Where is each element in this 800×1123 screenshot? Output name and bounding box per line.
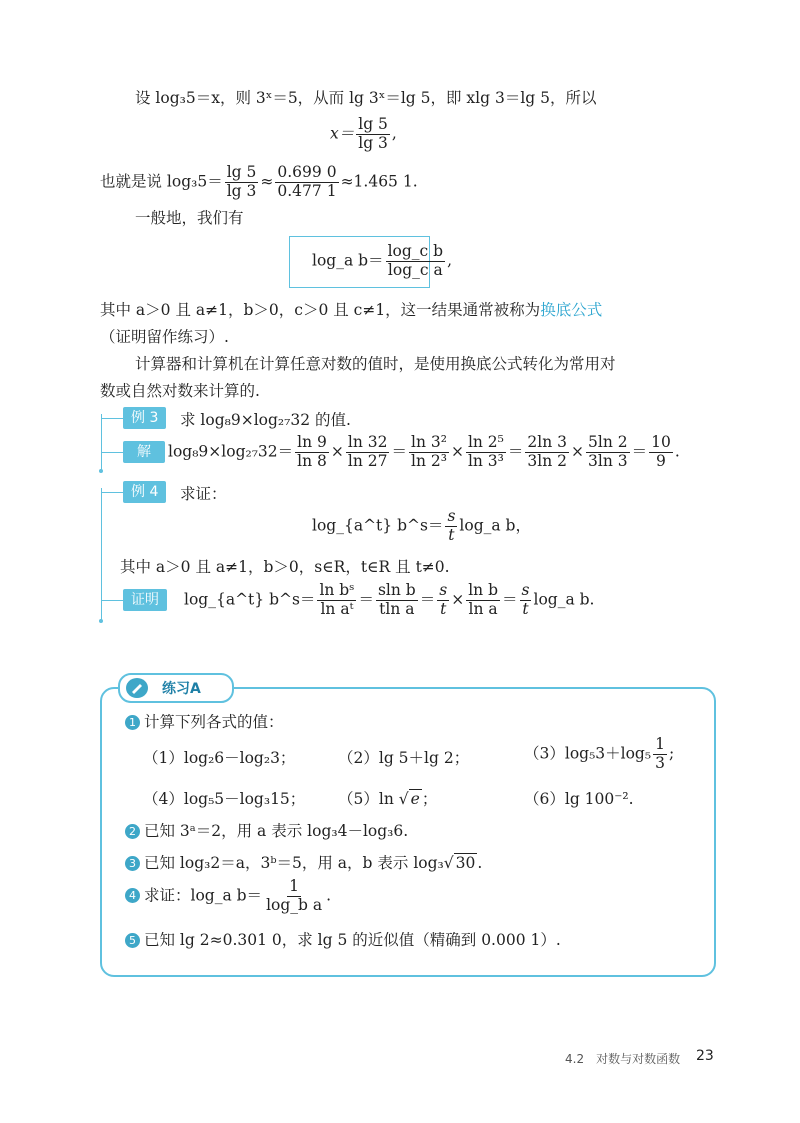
conditions-line2: （证明留作练习）. xyxy=(100,328,229,346)
exercise-q5: 5 已知 lg 2≈0.301 0，求 lg 5 的近似值（精确到 0.000 1）. xyxy=(125,928,561,950)
change-of-base-box xyxy=(289,236,452,288)
example4-prompt: 求证： xyxy=(180,485,227,503)
example3-rule xyxy=(101,414,102,472)
q4-number: 4 xyxy=(125,888,140,903)
example4-tick xyxy=(101,492,123,493)
exercise-title: 练习A xyxy=(162,681,201,697)
q1-item1: （1）log₂6－log₂3； xyxy=(143,749,296,767)
example4-end-dot xyxy=(99,619,103,623)
q1-item3: （3）log₅3＋log₅ $\frac{1}{3}$ ; xyxy=(524,735,675,772)
example4-claim: log_{a^t} b^s＝ $\frac{s}{t}$ log_a b， xyxy=(312,507,531,544)
conditions-line1: 其中 a＞0 且 a≠1，b＞0，c＞0 且 c≠1，这一结果通常被称为换底公式 xyxy=(100,301,603,319)
conditions-line4: 数或自然对数来计算的. xyxy=(100,382,260,400)
example4-rule xyxy=(101,488,102,622)
q1-item6: （6）lg 100⁻². xyxy=(524,790,634,808)
q3-number: 3 xyxy=(125,856,140,871)
term-change-of-base: 换底公式 xyxy=(540,301,603,319)
intro-line4: 一般地，我们有 xyxy=(135,209,244,227)
example3-end-dot xyxy=(99,469,103,473)
q1-item4: （4）log₅5－log₃15； xyxy=(143,790,306,808)
q1-item5: （5）ln √ e ； xyxy=(338,790,438,808)
solution3-tag: 解 xyxy=(123,441,165,463)
pencil-icon xyxy=(125,677,149,699)
proof4-tick xyxy=(101,600,123,601)
solution3-tick xyxy=(101,452,123,453)
exercise-q1: 1 计算下列各式的值： xyxy=(125,710,284,732)
exercise-q4: 4 求证：log_a b＝ $\frac{1}{\text{log\_b a}}$ . xyxy=(125,878,331,915)
example3-solution: log₈9×log₂₇32＝ $\frac{\ln 9}{\ln 8}$ × $\frac{\ln 32}{\ln 27}$ ＝ $\frac{\text{ln 3²}}{\text{ln 2³}}$ × $\frac{\text{ln 2⁵}}{\text{ln 3³}}$ ＝ $\frac{2\ln 3}{3\ln 2}$ × $\frac{5\ln 2}{3\ln 3}$ ＝ $\frac{10}{9}$ . xyxy=(168,433,680,470)
intro-line3: 也就是说 log₃5＝ $\frac{\lg 5}{\lg 3}$ ≈ $\frac{0.699 0}{0.477 1}$ ≈1.465 1. xyxy=(100,163,418,200)
intro-line1: 设 log₃5＝x，则 3ˣ＝5，从而 lg 3ˣ＝lg 5，即 xlg 3＝lg 5，所以 xyxy=(135,89,597,107)
conditions-line3: 计算器和计算机在计算任意对数的值时，是使用换底公式转化为常用对 xyxy=(135,355,616,373)
exercise-q2: 2 已知 3ᵃ＝2，用 a 表示 log₃4－log₃6. xyxy=(125,819,408,841)
page-number: 23 xyxy=(696,1048,714,1064)
example4-proof: log_{a^t} b^s＝ $\frac{\text{ln bˢ}}{\text{ln aᵗ}}$ ＝ $\frac{\text{sln b}}{\text{tln a}}$ ＝ $\frac{s}{t}$ × $\frac{\text{ln b}}{\text{ln a}}$ ＝ $\frac{s}{t}$ log_a b. xyxy=(184,581,595,618)
change-of-base-formula: log_a b＝ $\frac{\text{log\_c b}}{\text{log\_c a}}$ , xyxy=(312,242,452,279)
example3-question: 求 log₈9×log₂₇32 的值. xyxy=(180,411,351,429)
example4-conditions: 其中 a＞0 且 a≠1，b＞0，s∈R，t∈R 且 t≠0. xyxy=(120,558,450,576)
exercise-q3: 3 已知 log₃2＝a，3ᵇ＝5，用 a，b 表示 log₃√ 30 . xyxy=(125,851,482,873)
footer-section: 4.2 对数与对数函数 xyxy=(565,1052,681,1066)
q5-number: 5 xyxy=(125,933,140,948)
example4-tag: 例 4 xyxy=(123,481,166,503)
proof4-tag: 证明 xyxy=(123,589,167,611)
example3-tick xyxy=(101,418,123,419)
example3-tag: 例 3 xyxy=(123,407,166,429)
q1-item2: （2）lg 5＋lg 2； xyxy=(338,749,470,767)
exercise-header xyxy=(118,673,234,703)
q2-number: 2 xyxy=(125,824,140,839)
q1-number: 1 xyxy=(125,715,140,730)
formula-x: x＝ $\frac{\lg 5}{\lg 3}$ , xyxy=(330,115,397,152)
